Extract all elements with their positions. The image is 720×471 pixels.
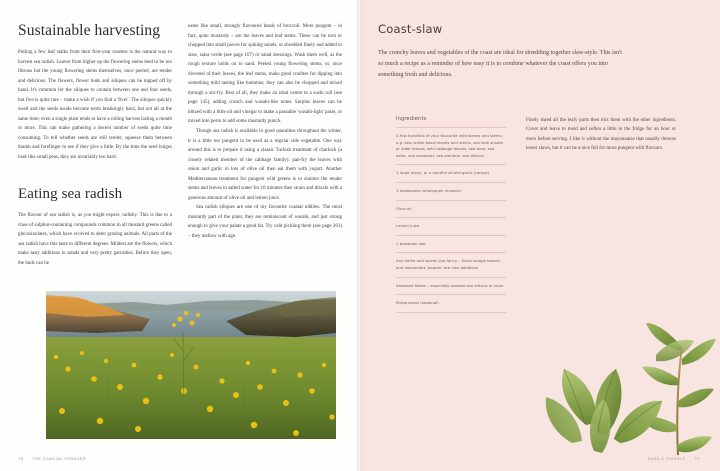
ingredient-item: 1 teaspoon salt — [396, 236, 506, 254]
left-page-footer — [18, 457, 86, 461]
ingredient-item: 1 large onion, or a handful of wild garlic (ramps) — [396, 165, 506, 183]
running-head: THE COASTAL FORAGER — [32, 457, 87, 461]
ingredient-item: Olive oil — [396, 201, 506, 219]
paragraph: The flavour of sea radish is, as you might expect, radishy. This is due to a class of sulphur-containing compounds common to all mustard greens called glucosinolates, which have evolved to deter grazing animals. All parts of the sea radish have this taste to different degrees. Mildest are the flowers, which make tasty additions to salads and very pretty garnishes. Before they open, the buds can be — [18, 213, 172, 266]
paragraph: Though sea radish is available in good quantities throughout the winter, it is a little too pungent to be used as a regular side vegetable. One way around this is to prepare it using a classic Turkish treatment of charlock (a closely related member of the cabbage family): pan-fry the leaves with onion and garlic in lots of olive oil then eat them with yogurt. Another Mediterranean treatment for pungent wild greens is to simmer the tender stems and leaves in salted water for 10 minutes then strain and drizzle with a generous amount of olive oil and lemon juice. — [188, 129, 342, 201]
paragraph: Sea radish siliques are one of my favourite coastal nibbles. The most mustardy part of the plant, they are reminiscent of wasabi, and just strong enough to give your palate a good hit. Try cold pickling them (see page 261) – they mellow with age. — [188, 205, 342, 240]
recipe-title: Coast-slaw — [378, 22, 443, 36]
recipe-method: Finely shred all the leafy parts then mix them with the other ingredients. Cover and leave to meld and soften a little in the fridge for an hour or more before serving. I like it without the mayonnaise that usually drowns lesser slaws, but it can be a nice foil for more pungent wild flavours. — [526, 118, 676, 152]
ingredient-item: A few handfuls of your favourite wild leaves and stems; e.g. sea radish basal leaves and stems, sea kale shoots or older leaves, wild cabbage leaves, sea beet, sea aster, sea sandwort, sea plantain, sea lettuce — [396, 128, 506, 165]
ingredients-panel — [396, 116, 506, 313]
ingredient-item: Lemon juice — [396, 218, 506, 236]
coastal-sea-radish-photo — [46, 291, 336, 439]
ingredient-item: Seaweed flakes – especially toasted sea lettuce or laver — [396, 278, 506, 296]
recipe-intro: The crunchy leaves and vegetables of the coast are ideal for shredding together slaw-style. This isn't so much a recipe as a reminder of how easy it is to combine whatever the coast offers you into something fresh and delicious. — [378, 50, 622, 79]
paragraph: Pulling a few leaf stalks from their first-year rosettes is the natural way to harvest sea radish. Leaves from higher up the flowering stems tend to be too fibrous but the young flowering stems themselves, once peeled, are tender and delicious. The flowers, flower buds and siliques can be nipped off by hand. It's common for the siliques to contain between one and four seeds, but five is quite rare – make a wish if you find a 'fiver'. The siliques quickly swell and the seeds inside become tooth breakingly hard, but not all at the same time; even a single plant tends to have a rolling harvest lasting a month or more. This can make gathering a decent number of seeds quite time consuming. To tell whether seeds are still tender, squeeze them between thumb and forefinger to see if they give a little. By the time the seed bulges look like small peas, they are invariably too hard. — [18, 50, 172, 161]
right-page — [360, 0, 720, 471]
page-number: 78 — [18, 457, 24, 461]
paragraph: eaten like small, strongly flavoured heads of broccoli. More pungent – in fact, quite mustardy – are the leaves and leaf stems. These can be torn or chopped into small pieces for spiking salads, or shredded finely and added to slaw, salsa verde (see page 107) or salad dressings. Wash them well, as the rough texture holds on to sand. Peeled young flowering stems, or, once divested of their leaves, the leaf stems, make good crudites for dipping into something mild tasting like hummus; they can also be chopped and mixed through a stir-fry. Best of all, they make an ideal centre to a sushi roll (see page 145), adding crunch and wasabi-like notes. Surplus leaves can be blitzed with a little oil and vinegar to make a passable 'wasabi-light' paste, or mixed into pesto to add some mustardy punch. — [188, 24, 342, 125]
right-page-footer — [648, 457, 700, 461]
left-page-column-2 — [188, 22, 342, 242]
ingredient-item: 1 tablespoon wholegrain mustard — [396, 183, 506, 201]
ingredient-item: Any herbs and spices you fancy – Scots lovage leaves and alexanders 'pepper' are nice additions — [396, 253, 506, 277]
running-head: SAND & SHINGLE — [647, 457, 686, 461]
sea-radish-leaf-illustration — [528, 227, 718, 457]
ingredient-item: Mayonnaise (optional) — [396, 295, 506, 313]
section-heading-sustainable-harvesting: Sustainable harvesting — [18, 22, 161, 39]
page-number: 79 — [694, 457, 700, 461]
left-page-section-2-body — [18, 211, 172, 268]
ingredients-heading: Ingredients — [396, 116, 506, 128]
section-heading-eating-sea-radish: Eating sea radish — [18, 186, 123, 202]
left-page-column-1 — [18, 48, 172, 163]
